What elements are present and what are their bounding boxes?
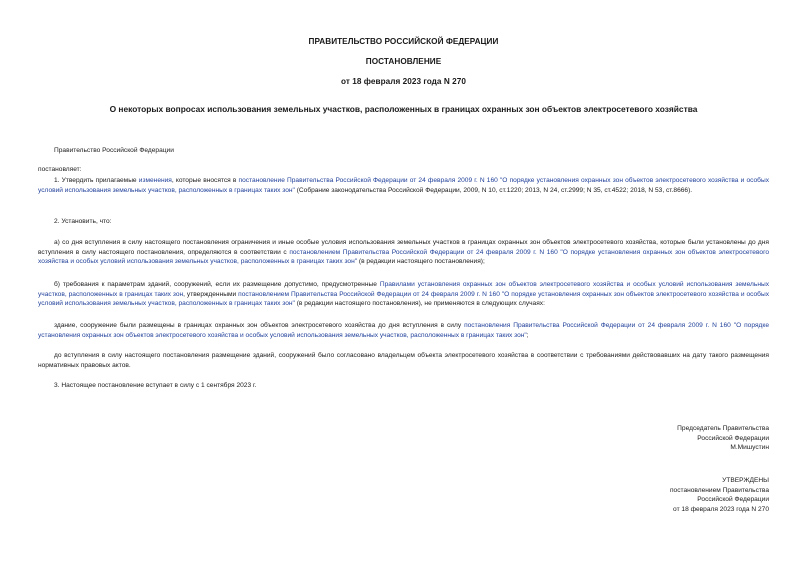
paragraph-2c-text-2: ; bbox=[526, 331, 529, 339]
decree-word: постановляет: bbox=[38, 166, 82, 173]
signature-name: М.Мишустин bbox=[730, 444, 769, 452]
paragraph-1-text-1: 1. Утвердить прилагаемые bbox=[54, 177, 139, 184]
paragraph-1-text-3: (Собрание законодательства Российской Федерации, 2009, N 10, ст.1220; 2013, N 24, ст.2999; N 35, ст.4522; 2018, N 53, ст.8666). bbox=[294, 186, 693, 194]
paragraph-2c bbox=[38, 321, 769, 340]
paragraph-2: 2. Установить, что: bbox=[54, 218, 112, 225]
intro-text: Правительство Российской Федерации bbox=[54, 147, 174, 154]
signature-position: Председатель Правительства bbox=[677, 425, 769, 432]
rules-link[interactable]: Правилами установления охранных зон объектов электросетевого хозяйства и особых условий использования земельных участков, расположенных в границах таких зон bbox=[38, 281, 769, 298]
paragraph-2a-text-2: (в редакции настоящего постановления); bbox=[357, 258, 485, 266]
paragraph-2b-text-2: , утвержденными bbox=[183, 290, 239, 298]
paragraph-2a-text-1: а) со дня вступления в силу настоящего постановления ограничения и иные особые условия использования земельных участков в границах охранных зон объектов электросетевого хозяйства, которые были установлены до дня вступления в силу настоящего постановления, определяются в соответствии с bbox=[38, 239, 769, 256]
paragraph-2c-text-1: здание, сооружение были размещены в границах охранных зон объектов электросетевого хозяйства до дня вступления в силу bbox=[54, 322, 465, 329]
decree-160-link-2a[interactable]: постановлением Правительства Российской Федерации от 24 февраля 2009 г. N 160 "О порядке установления охранных зон объектов электросетевого хозяйства и особых условий использования земельных участков, расположенных в границах таких зон" bbox=[38, 248, 769, 266]
document-type-heading: ПОСТАНОВЛЕНИЕ bbox=[365, 57, 442, 66]
decree-160-link[interactable]: постановление Правительства Российской Федерации от 24 февраля 2009 г. N 160 "О порядке установления охранных зон объектов электросетевого хозяйства и особых условий использования земельных участков, расположенных в границах таких зон" bbox=[38, 177, 769, 194]
paragraph-1 bbox=[38, 176, 769, 195]
signature-organization: Российской Федерации bbox=[697, 434, 769, 442]
approval-word: УТВЕРЖДЕНЫ bbox=[722, 477, 769, 484]
paragraph-2b bbox=[38, 280, 769, 309]
document-title: О некоторых вопросах использования земельных участков, расположенных в границах охранных зон объектов электросетевого хозяйства bbox=[109, 104, 698, 114]
approval-block bbox=[569, 476, 769, 514]
decree-160-link-2b[interactable]: постановлением Правительства Российской Федерации от 24 февраля 2009 г. N 160 "О порядке установления охранных зон объектов электросетевого хозяйства и особых условий использования земельных участков, расположенных в границах таких зон" bbox=[38, 290, 769, 308]
approval-date: от 18 февраля 2023 года N 270 bbox=[673, 505, 769, 513]
paragraph-2b-text-1: б) требования к параметрам зданий, сооружений, если их размещение допустимо, предусмотренные bbox=[54, 281, 380, 288]
paragraph-1-text-2: , которые вносятся в bbox=[171, 177, 239, 184]
signature-block bbox=[569, 424, 769, 453]
paragraph-2d: до вступления в силу настоящего постановления размещение зданий, сооружений было согласовано владельцем объекта электросетевого хозяйства в соответствии с требованиями действовавших на дату такого размещения нормативных правовых актов. bbox=[38, 352, 769, 369]
government-heading: ПРАВИТЕЛЬСТВО РОССИЙСКОЙ ФЕДЕРАЦИИ bbox=[308, 37, 499, 46]
amendments-link[interactable]: изменения bbox=[138, 177, 172, 184]
date-number-heading: от 18 февраля 2023 года N 270 bbox=[341, 77, 466, 86]
paragraph-2a bbox=[38, 238, 769, 267]
decree-160-link-2c[interactable]: постановления Правительства Российской Федерации от 24 февраля 2009 г. N 160 "О порядке установления охранных зон объектов электросетевого хозяйства и особых условий использования земельных участков, расположенных в границах таких зон" bbox=[38, 322, 769, 339]
approval-organization: Российской Федерации bbox=[697, 496, 769, 504]
approval-by: постановлением Правительства bbox=[669, 486, 769, 494]
paragraph-3: 3. Настоящее постановление вступает в силу с 1 сентября 2023 г. bbox=[54, 382, 257, 389]
paragraph-2b-text-3: (в редакции настоящего постановления), не применяются в следующих случаях: bbox=[294, 300, 545, 308]
